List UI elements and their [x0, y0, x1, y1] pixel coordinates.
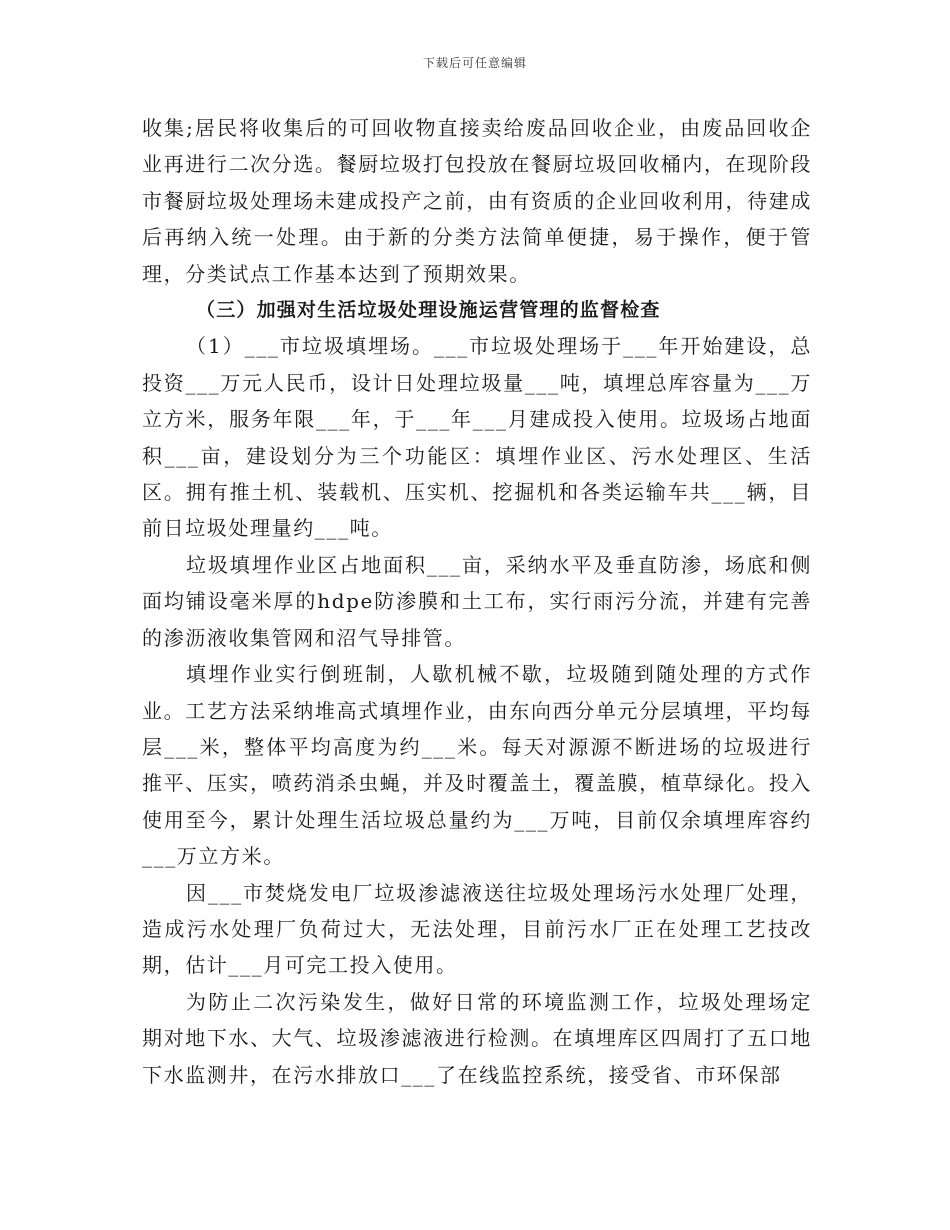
paragraph-continuation: 收集;居民将收集后的可回收物直接卖给废品回收企业，由废品回收企业再进行二次分选。餐厨垃圾打包投放在餐厨垃圾回收桶内，在现阶段市餐厨垃圾处理场未建成投产之前，由有资质的企业回收利用，待建成后再纳入统一处理。由于新的分类方法简单便捷，易于操作，便于管理，分类试点工作基本达到了预期效果。 [142, 116, 812, 286]
paragraph-landfill-operation: 填埋作业实行倒班制，人歇机械不歇，垃圾随到随处理的方式作业。工艺方法采纳堆高式填埋作业，由东向西分单元分层填埋，平均每层___米，整体平均高度为约___米。每天对源源不断进场的垃圾进行推平、压实，喷药消杀虫蝇，并及时覆盖土，覆盖膜，植草绿化。投入使用至今，累计处理生活垃圾总量约为___万吨，目前仅余填埋库容约___万立方米。 [142, 662, 812, 869]
page-header: 下载后可任意编辑 [422, 56, 527, 70]
paragraph-monitoring: 为防止二次污染发生，做好日常的环境监测工作，垃圾处理场定期对地下水、大气、垃圾渗滤液进行检测。在填埋库区四周打了五口地下水监测井，在污水排放口___了在线监控系统，接受省、市环保部 [142, 989, 812, 1087]
paragraph-landfill-area: 垃圾填埋作业区占地面积___亩，采纳水平及垂直防渗，场底和侧面均铺设毫米厚的hdpe防渗膜和土工布，实行雨污分流，并建有完善的渗沥液收集管网和沼气导排管。 [142, 552, 812, 650]
paragraph-leachate: 因___市焚烧发电厂垃圾渗滤液送往垃圾处理场污水处理厂处理，造成污水处理厂负荷过大，无法处理，目前污水厂正在处理工艺技改期，估计___月可完工投入使用。 [142, 880, 812, 978]
paragraph-landfill-overview: （1）___市垃圾填埋场。___市垃圾处理场于___年开始建设，总投资___万元人民币，设计日处理垃圾量___吨，填埋总库容量为___万立方米，服务年限___年，于___年___月建成投入使用。垃圾场占地面积___亩，建设划分为三个功能区：填埋作业区、污水处理区、生活区。拥有推土机、装载机、压实机、挖掘机和各类运输车共___辆，目前日垃圾处理量约___吨。 [142, 334, 812, 541]
section-heading: （三）加强对生活垃圾处理设施运营管理的监督检查 [196, 299, 661, 322]
document-body [142, 110, 812, 1093]
